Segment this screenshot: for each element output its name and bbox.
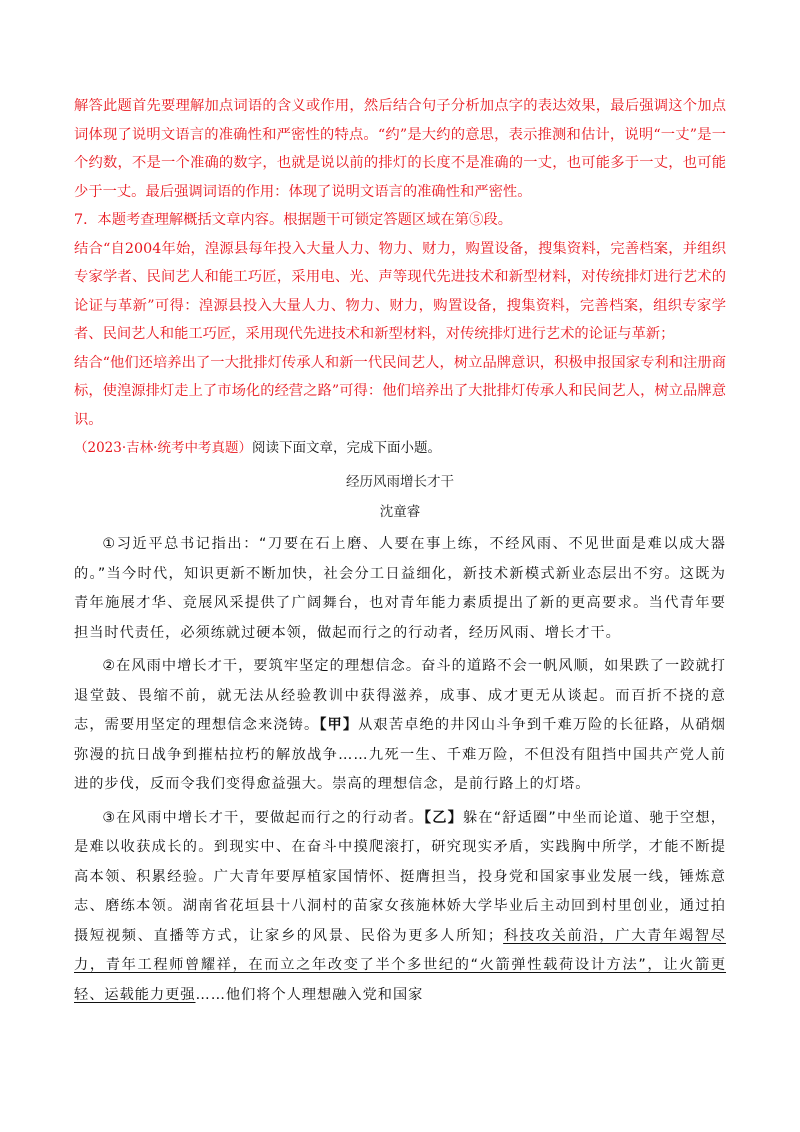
paragraph-3-text-a: ③在风雨中增长才干，要做起而行之的行动者。	[102, 809, 424, 826]
answer-q6-explanation: 解答此题首先要理解加点词语的含义或作用，然后结合句子分析加点字的表达效果，最后强调这个加点词体现了说明文语言的准确性和严密性的特点。“约”是大约的意思，表示推测和估计，说明“一丈”是一个约数，不是一个准确的数字，也就是说以前的排灯的长度不是准确的一丈，也可能多于一丈，也可能少于一丈。最后强调词语的作用：体现了说明文语言的准确性和严密性。	[74, 98, 726, 200]
question-source-line	[74, 438, 726, 458]
article-paragraph-2	[74, 652, 726, 800]
paragraph-3-text-c: ……他们将个人理想融入党和国家	[195, 986, 424, 1003]
exam-source-tag: （2023·吉林·统考中考真题）	[74, 440, 252, 456]
document-page	[74, 92, 726, 1014]
article-body	[74, 530, 726, 1010]
article-paragraph-1: ①习近平总书记指出：“刀要在石上磨、人要在事上练，不经风雨、不见世面是难以成大器的。”当今时代，知识更新不断加快，社会分工日益细化，新技术新模式新业态层出不穷。这既为青年施展才华、竞展风采提供了广阔舞台，也对青年能力素质提出了新的更高要求。当代青年要担当时代责任，必须练就过硬本领，做起而行之的行动者，经历风雨、增长才干。	[74, 536, 726, 641]
article-paragraph-3	[74, 804, 726, 1011]
answer-q7-intro: 7．本题考查理解概括文章内容。根据题干可锁定答题区域在第⑤段。	[74, 212, 512, 228]
answer-q7-point1: 结合“自2004年始，湟源县每年投入大量人力、物力、财力，购置设备，搜集资料，完善档案，并组织专家学者、民间艺人和能工巧匠，采用电、光、声等现代先进技术和新型材料，对传统排灯进行艺术的论证与革新”可得：湟源县投入大量人力、物力、财力，购置设备，搜集资料，完善档案，组织专家学者、民间艺人和能工巧匠，采用现代先进技术和新型材料，对传统排灯进行艺术的论证与革新；	[74, 240, 726, 342]
blank-marker-yi: 【乙】	[423, 809, 463, 826]
article-title: 经历风雨增长才干	[346, 474, 454, 490]
reading-instruction: 阅读下面文章，完成下面小题。	[251, 440, 441, 456]
underlined-sentence: 科技攻关前沿，广大青年竭智尽力，青年工程师曾耀祥，在而立之年改变了半个多世纪的“火箭弹性载荷设计方法”，让火箭更轻、运载能力更强	[74, 927, 727, 1003]
paragraph-2-text-b: 从艰苦卓绝的井冈山斗争到千难万险的长征路，从硝烟弥漫的抗日战争到摧枯拉朽的解放战争……九死一生、千难万险，不但没有阻挡中国共产党人前进的步伐，反而令我们变得愈益强大。崇高的理想信念，是前行路上的灯塔。	[74, 717, 726, 792]
article-author: 沈童睿	[379, 504, 421, 520]
blank-marker-jia: 【甲】	[319, 717, 359, 733]
answer-analysis	[74, 92, 726, 434]
paragraph-2-text-a: ②在风雨中增长才干，要筑牢坚定的理想信念。奋斗的道路不会一帆风顺，如果跌了一跤就打退堂鼓、畏缩不前，就无法从经验教训中获得滋养，成事、成才更无从谈起。而百折不挠的意志，需要用坚定的理想信念来浇铸。	[74, 658, 726, 733]
paragraph-3-text-b: 躲在“舒适圈”中坐而论道、驰于空想，是难以收获成长的。到现实中、在奋斗中摸爬滚打，研究现实矛盾，实践胸中所学，才能不断提高本领、积累经验。广大青年要厚植家国情怀、挺膺担当，投身党和国家事业发展一线，锤炼意志、磨练本领。湖南省花垣县十八洞村的苗家女孩施林娇大学毕业后主动回到村里创业，通过拍摄短视频、直播等方式，让家乡的风景、民俗为更多人所知；	[74, 809, 726, 944]
answer-q7-point2: 结合“他们还培养出了一大批排灯传承人和新一代民间艺人，树立品牌意识，积极申报国家专利和注册商标，使湟源排灯走上了市场化的经营之路”可得：他们培养出了大批排灯传承人和民间艺人，树立品牌意识。	[74, 354, 726, 428]
